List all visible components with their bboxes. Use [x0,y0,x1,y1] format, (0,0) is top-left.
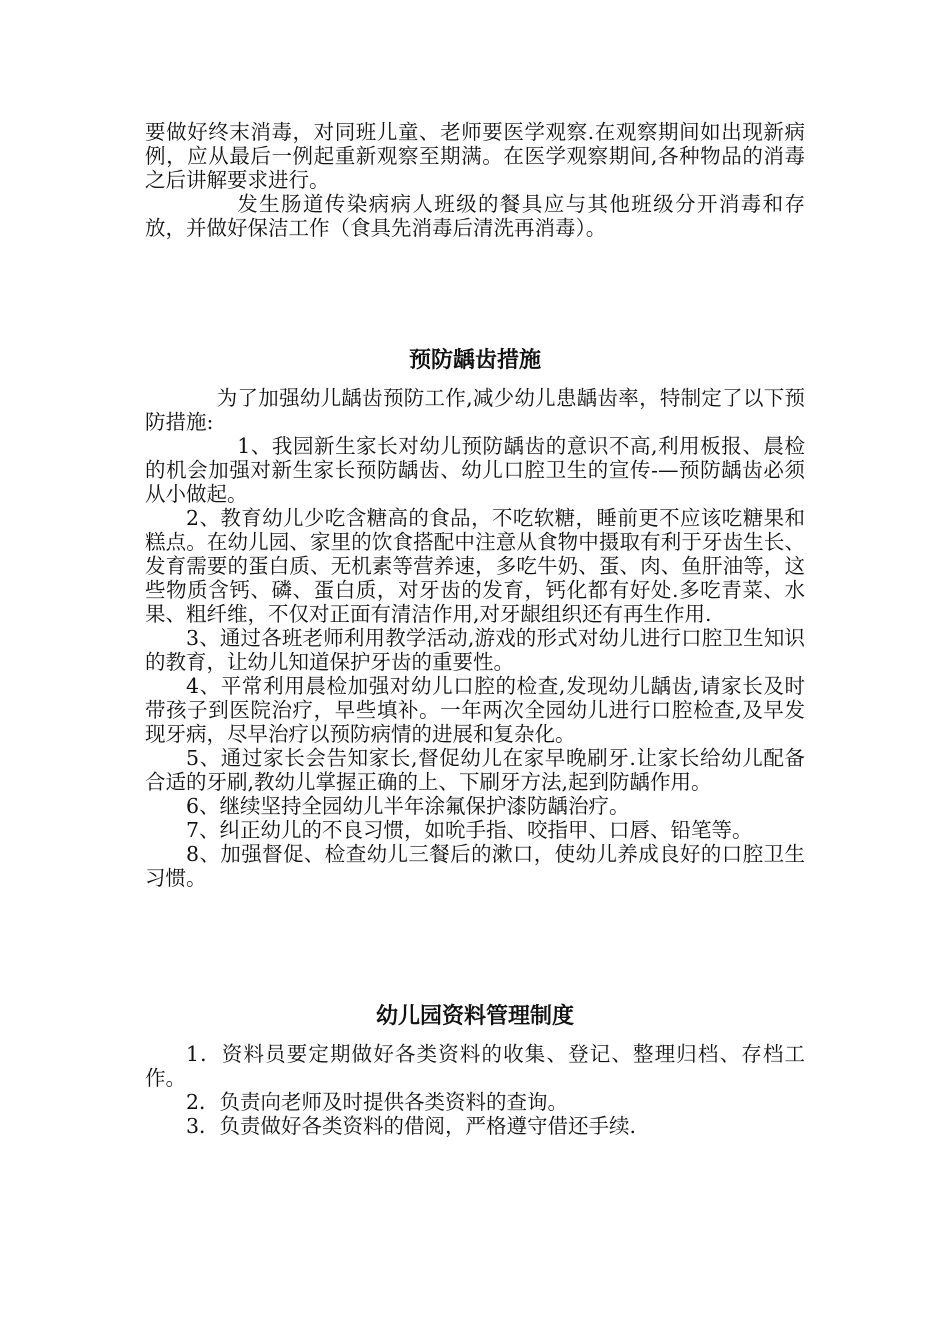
list-item-caries-6: 6、继续坚持全园幼儿半年涂氟保护漆防龋治疗。 [186,794,630,818]
list-item-records-1: 1．资料员要定期做好各类资料的收集、登记、整理归档、存档工作。 [145,1042,805,1090]
section-spacer [145,240,805,346]
list-item-caries-3: 3、通过各班老师利用教学活动,游戏的形式对幼儿进行口腔卫生知识的教育，让幼儿知道保护牙齿的重要性。 [145,626,805,674]
heading-caries-prevention: 预防龋齿措施 [408,348,541,373]
section-spacer [145,890,805,1002]
list-item-records-3: 3．负责做好各类资料的借阅，严格遵守借还手续. [186,1114,637,1138]
paragraph-disinfection-observation: 要做好终末消毒，对同班儿童、老师要医学观察.在观察期间如出现新病例，应从最后一例起重新观察至期满。在医学观察期间,各种物品的消毒之后讲解要求进行。 [145,120,805,192]
list-item-caries-4: 4、平常利用晨检加强对幼儿口腔的检查,发现幼儿龋齿,请家长及时带孩子到医院治疗，早些填补。一年两次全园幼儿进行口腔检查,及早发现牙病，尽早治疗以预防病情的进展和复杂化。 [145,674,805,746]
paragraph-caries-intro: 为了加强幼儿龋齿预防工作,减少幼儿患龋齿率，特制定了以下预防措施: [145,386,805,434]
list-item-caries-2: 2、教育幼儿少吃含糖高的食品，不吃软糖，睡前更不应该吃糖果和糕点。在幼儿园、家里的饮食搭配中注意从食物中摄取有利于牙齿生长、发育需要的蛋白质、无机素等营养速，多吃牛奶、蛋、肉、鱼肝油等，这些物质含钙、磷、蛋白质，对牙齿的发育，钙化都有好处.多吃青菜、水果、粗纤维，不仅对正面有清洁作用,对牙龈组织还有再生作用. [145,506,805,626]
list-item-caries-8: 8、加强督促、检查幼儿三餐后的漱口，使幼儿养成良好的口腔卫生习惯。 [145,842,805,890]
paragraph-tableware-disinfection: 发生肠道传染病病人班级的餐具应与其他班级分开消毒和存放，并做好保洁工作（食具先消毒后清洗再消毒）。 [145,192,805,240]
document-page [145,120,805,1138]
heading-records-management: 幼儿园资料管理制度 [375,1004,574,1029]
list-item-caries-7: 7、纠正幼儿的不良习惯，如吮手指、咬指甲、口唇、铅笔等。 [186,818,753,842]
list-item-caries-1: 1、我园新生家长对幼儿预防龋齿的意识不高,利用板报、晨检的机会加强对新生家长预防龋齿、幼儿口腔卫生的宣传-—预防龋齿必须从小做起。 [145,434,805,506]
list-item-caries-5: 5、通过家长会告知家长,督促幼儿在家早晚刷牙.让家长给幼儿配备合适的牙刷,教幼儿掌握正确的上、下刷牙方法,起到防龋作用。 [145,746,805,794]
list-item-records-2: 2．负责向老师及时提供各类资料的查询。 [186,1090,569,1114]
